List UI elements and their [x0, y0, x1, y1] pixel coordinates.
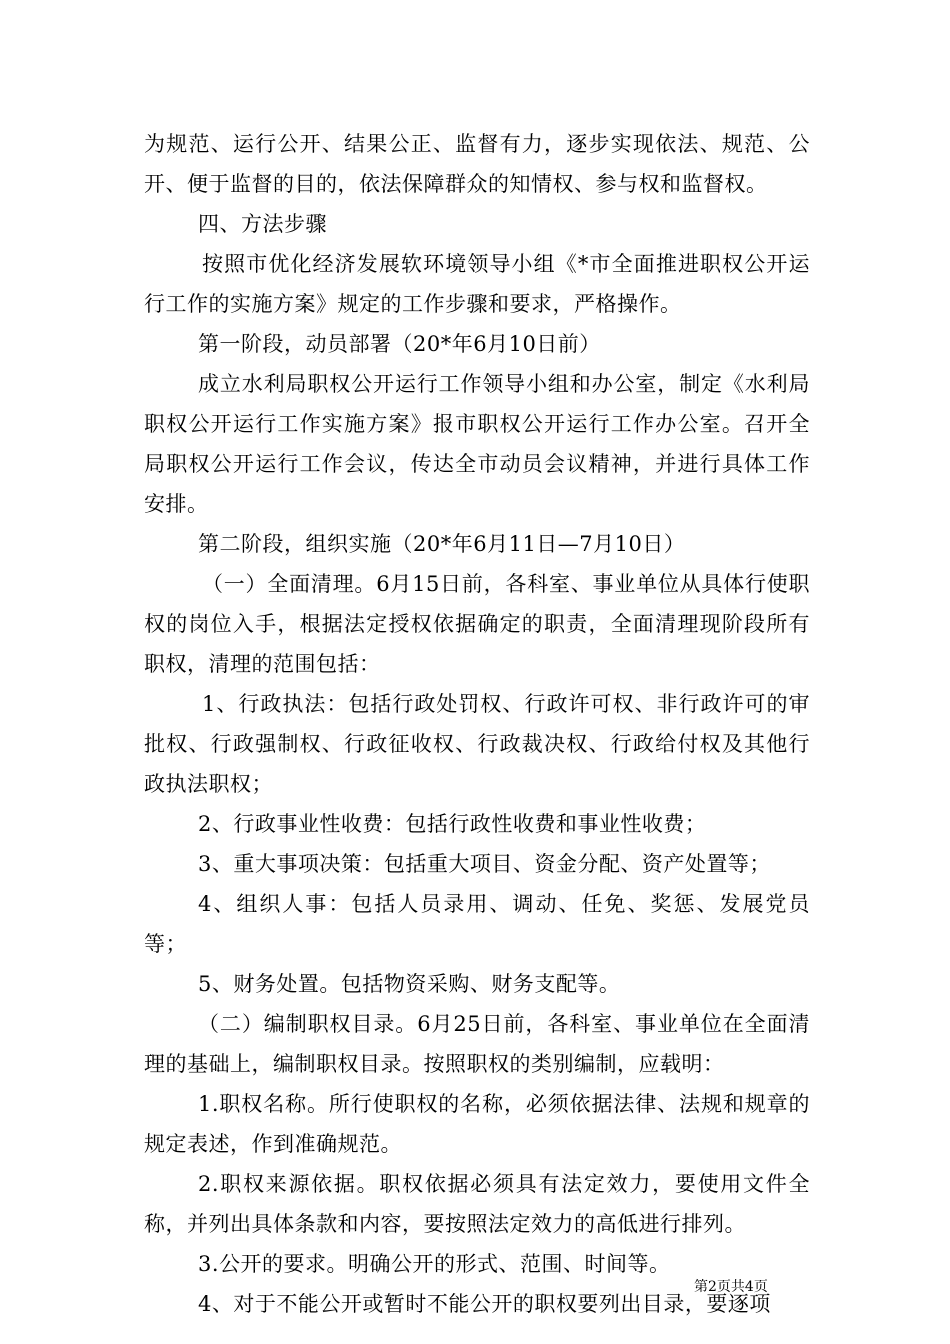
list-item-power-basis: 2.职权来源依据。职权依据必须具有法定效力，要使用文件全称，并列出具体条款和内容，要按照法定效力的高低进行排列。	[144, 1172, 810, 1236]
document-body	[144, 124, 810, 1324]
paragraph-catalog: （二）编制职权目录。6月25日前，各科室、事业单位在全面清理的基础上，编制职权目录。按照职权的类别编制，应载明：	[144, 1012, 810, 1076]
list-item-major-decisions: 3、重大事项决策：包括重大项目、资金分配、资产处置等；	[198, 852, 771, 876]
section-heading-methods: 四、方法步骤	[198, 212, 327, 236]
paragraph-continuation: 为规范、运行公开、结果公正、监督有力，逐步实现依法、规范、公开、便于监督的目的，依法保障群众的知情权、参与权和监督权。	[144, 132, 810, 196]
list-item-disclosure-requirements: 3.公开的要求。明确公开的形式、范围、时间等。	[198, 1252, 671, 1276]
page-number-footer: 第2页共4页	[694, 1279, 768, 1295]
list-item-administrative-enforcement: 1、行政执法：包括行政处罚权、行政许可权、非行政许可的审批权、行政强制权、行政征收权、行政裁决权、行政给付权及其他行政执法职权；	[144, 692, 810, 796]
paragraph-full-cleanup: （一）全面清理。6月15日前，各科室、事业单位从具体行使职权的岗位入手，根据法定授权依据确定的职责，全面清理现阶段所有职权，清理的范围包括：	[144, 572, 810, 676]
list-item-non-disclosure: 4、对于不能公开或暂时不能公开的职权要列出目录，要逐项	[198, 1292, 771, 1316]
paragraph-stage-one: 成立水利局职权公开运行工作领导小组和办公室，制定《水利局职权公开运行工作实施方案》报市职权公开运行工作办公室。召开全局职权公开运行工作会议，传达全市动员会议精神，并进行具体工作安排。	[144, 372, 810, 516]
stage-one-heading: 第一阶段，动员部署（20*年6月10日前）	[198, 332, 601, 356]
list-item-fees: 2、行政事业性收费：包括行政性收费和事业性收费；	[198, 812, 707, 836]
stage-two-heading: 第二阶段，组织实施（20*年6月11日—7月10日）	[198, 532, 686, 556]
paragraph-basis: 按照市优化经济发展软环境领导小组《*市全面推进职权公开运行工作的实施方案》规定的工作步骤和要求，严格操作。	[144, 252, 810, 316]
list-item-personnel: 4、组织人事：包括人员录用、调动、任免、奖惩、发展党员等；	[144, 892, 810, 956]
list-item-finance: 5、财务处置。包括物资采购、财务支配等。	[198, 972, 621, 996]
list-item-power-name: 1.职权名称。所行使职权的名称，必须依据法律、法规和规章的规定表述，作到准确规范。	[144, 1092, 810, 1156]
